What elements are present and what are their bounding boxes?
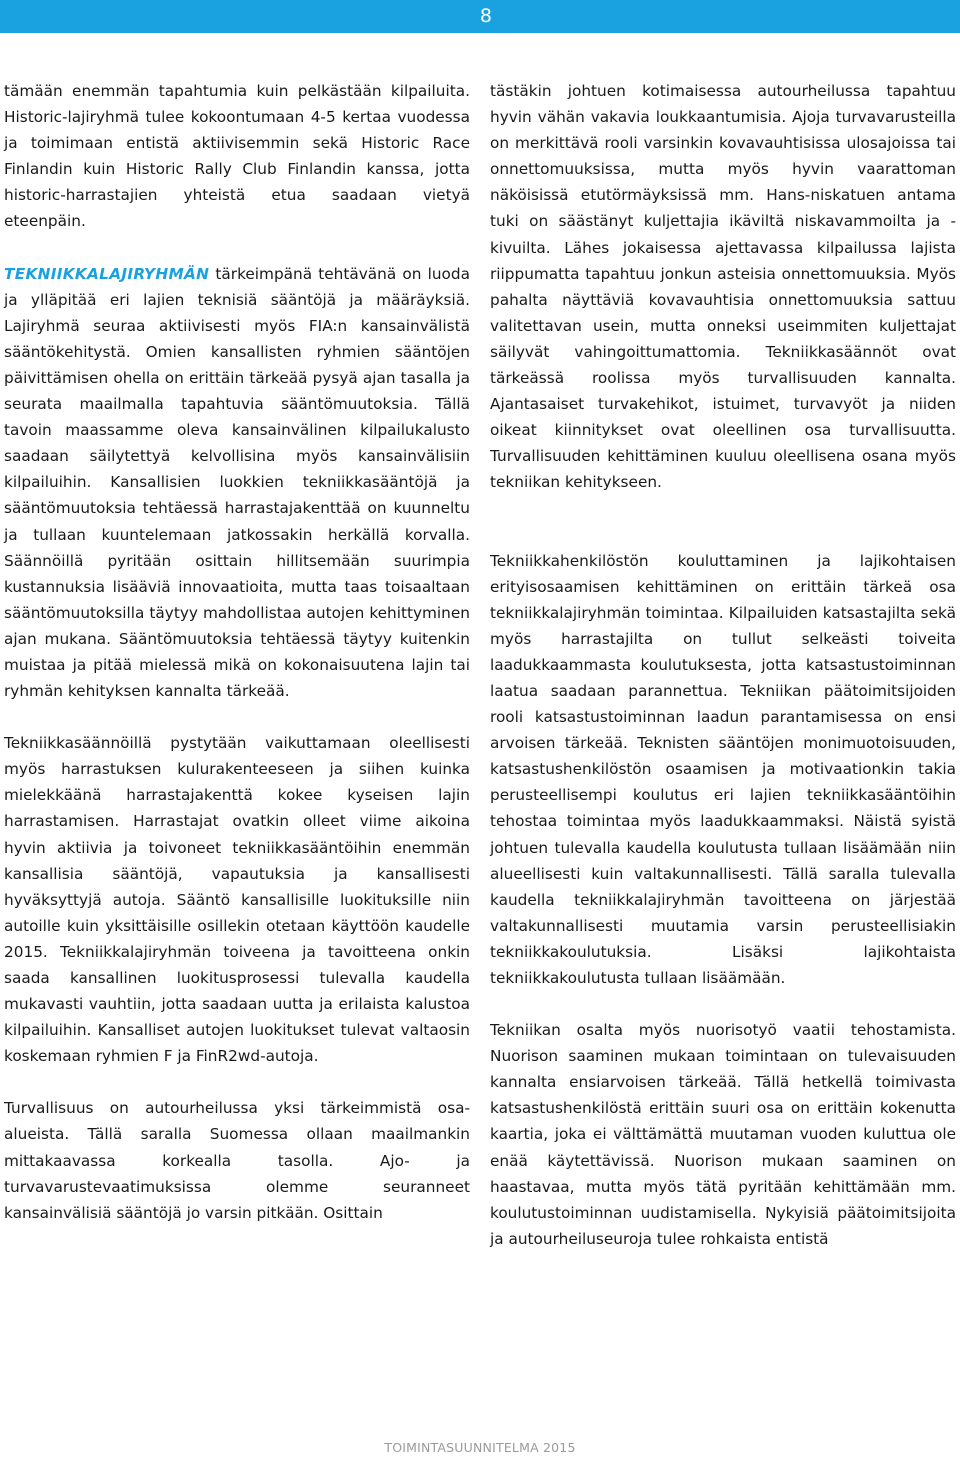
section-lead-heading: TEKNIIKKALAJIRYHMÄN xyxy=(4,264,210,283)
footer-title: TOIMINTASUUNNITELMA 2015 xyxy=(384,1440,576,1455)
paragraph-onnettomuudet: tästäkin johtuen kotimaisessa autourheilussa tapahtuu hyvin vähän vakavia loukkaantumisia. Ajoja turvavarusteilla on merkittävä rooli varsinkin kovavauhtisissa ulosajoissa tai onnettomuuksissa, mutta myös hyvin vaarattoman näköisissä etutörmäyksissä mm. Hans-niskatuen antama tuki on säästänyt kuljettajia ikäviltä niskavammoilta ja -kivuilta. Lähes jokaisessa ajettavassa kilpailussa lajista riippumatta tapahtuu jonkun asteisia onnettomuuksia. Myös pahalta näyttäviä kovavauhtisia onnettomuuksia sattuu valitettavan usein, mutta onneksi useimmiten kuljettajat säilyvät vahingoittumattomia. Tekniikkasäännöt ovat tärkeässä roolissa myös turvallisuuden kannalta. Ajantasaiset turvakehikot, istuimet, turvavyöt ja niiden oikeat kiinnitykset ovat oleellinen osa turvallisuutta. Turvallisuuden kehittäminen kuuluu oleellisena osana myös tekniikan kehitykseen. xyxy=(490,82,956,492)
paragraph-nuorisotyo: Tekniikan osalta myös nuorisotyö vaatii tehostamista. Nuorison saaminen mukaan toimintaan on tulevaisuuden kannalta ensiarvoisen tärkeää. Tällä hetkellä toimivasta katsastushenkilöstä erittäin suuri osa on erittäin kokenutta kaartia, joka ei välttämättä muutaman vuoden kuluttua ole enää käytettävissä. Nuorison mukaan saaminen on haastavaa, mutta myös tätä pyritään kehittämään mm. koulutustoiminnan uudistamisella. Nykyisiä päätoimitsijoita ja autourheiluseuroja tulee rohkaista entistä xyxy=(490,1021,956,1248)
right-column xyxy=(490,78,956,1252)
paragraph-tekniikkalajiryhma xyxy=(4,261,470,705)
page-number: 8 xyxy=(479,5,492,27)
paragraph-tekniikkasaannot: Tekniikkasäännöillä pystytään vaikuttamaan oleellisesti myös harrastuksen kulurakenteeseen ja siihen kuinka mielekkäänä harrastajakenttä kokee kyseisen lajin harrastamisen. Harrastajat ovatkin olleet viime aikoina hyvin aktiivia ja toivoneet tekniikkasääntöihin enemmän kansallisia sääntöjä, vapautuksia ja kansallisesti hyväksyttyjä autoja. Sääntö kansallisille luokituksille niin autoille kuin yksittäisille osillekin otetaan käyttöön kaudelle 2015. Tekniikkalajiryhmän toiveena ja tavoitteena onkin saada kansallinen luokitusprosessi tulevalla kaudella mukavasti vauhtiin, jotta saadaan uutta ja erilaista kalustoa kilpailuihin. Kansalliset autojen luokitukset tulevat valtaosin koskemaan ryhmien F ja FinR2wd-autoja. xyxy=(4,734,470,1066)
paragraph-tekniikkalajiryhma-body: tärkeimpänä tehtävänä on luoda ja ylläpitää eri lajien teknisiä sääntöjä ja määräyksiä. Lajiryhmä seuraa aktiivisesti myös FIA:n kansainvälistä sääntökehitystä. Omien kansallisten ryhmien sääntöjen päivittämisen ohella on erittäin tärkeää pysyä ajan tasalla ja seurata maailmalla tapahtuvia sääntömuutoksia. Tällä tavoin maassamme oleva kansainvälinen kilpailukalusto saadaan säilytettyä kelvollisina myös kansainvälisiin kilpailuihin. Kansallisien luokkien tekniikkasääntöjä ja sääntömuutoksia tehtäessä harrastajakenttää on kuunneltu ja tullaan kuuntelemaan jatkossakin herkällä korvalla. Säännöillä pyritään osittain hillitsemään suurimpia kustannuksia lisääviä innovaatioita, mutta taas toisaaltaan sääntömuutoksilla täytyy mahdollistaa autojen kehittyminen ajan mukana. Sääntömuutoksia tehtäessä täytyy kuitenkin muistaa ja pitää mielessä mikä on kokonaisuutena lajin tai ryhmän kehityksen kannalta tärkeää. xyxy=(4,264,470,701)
paragraph-historic: tämään enemmän tapahtumia kuin pelkästään kilpailuita. Historic-lajiryhmä tulee kokoontumaan 4-5 kertaa vuodessa ja toimimaan entistä aktiivisemmin sekä Historic Race Finlandin kuin Historic Rally Club Finlandin kanssa, jotta historic-harrastajien yhteistä etua saadaan vietyä eteenpäin. xyxy=(4,82,470,231)
header-band xyxy=(0,0,960,33)
left-column xyxy=(4,78,470,1226)
paragraph-koulutus: Tekniikkahenkilöstön kouluttaminen ja lajikohtaisen erityisosaamisen kehittäminen on erittäin tärkeä osa tekniikkalajiryhmän toimintaa. Kilpailuiden katsastajilta sekä myös harrastajilta on tullut selkeästi toiveita laadukkaammasta koulutuksesta, jotta katsastustoiminnan laatua saadaan parannettua. Tekniikan päätoimitsijoiden rooli katsastustoiminnan laadun parantamisessa on ensi arvoisen tärkeää. Teknisten sääntöjen monimuotoisuuden, katsastushenkilöstön osaamisen ja motivaationkin takia perusteellisempi koulutus eri lajien tekniikkasääntöihin tehostaa toimintaa myös laadukkaammaksi. Näistä syistä johtuen tulevalla kaudella koulutusta tullaan lisäämään niin alueellisesti kuin valtakunnallisesti. Tällä saralla tulevalla kaudella tekniikkalajiryhmän tavoitteena on järjestää valtakunnallisesti muutamia varsin perusteellisiakin tekniikkakoulutuksia. Lisäksi lajikohtaista tekniikkakoulutusta tullaan lisäämään. xyxy=(490,551,956,987)
paragraph-turvallisuus: Turvallisuus on autourheilussa yksi tärkeimmistä osa-alueista. Tällä saralla Suomessa ollaan maailmankin mittakaavassa korkealla tasolla. Ajo- ja turvavarustevaatimuksissa olemme seuranneet kansainvälisiä sääntöjä jo varsin pitkään. Osittain xyxy=(4,1099,470,1222)
